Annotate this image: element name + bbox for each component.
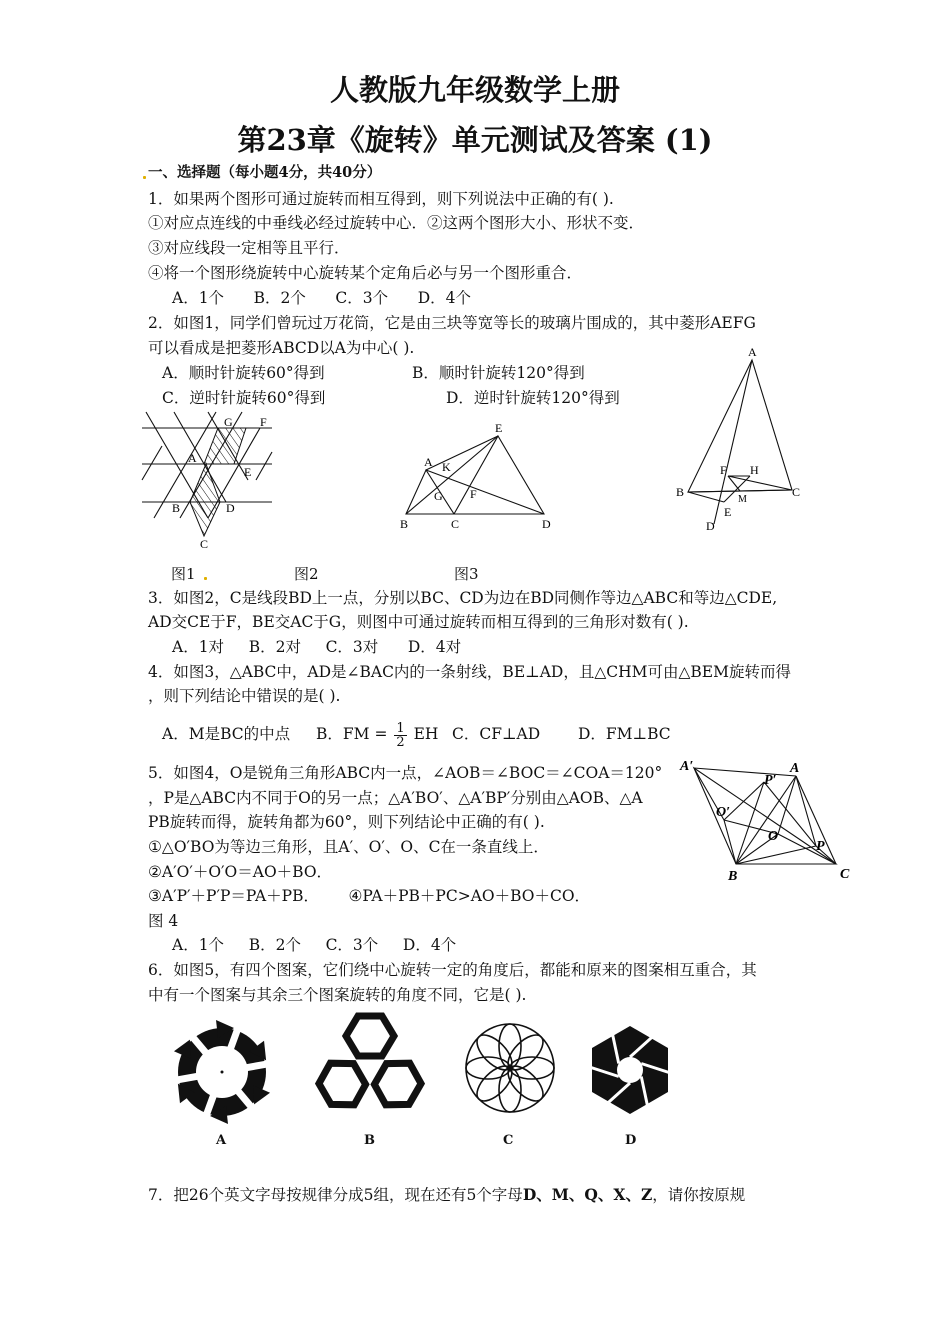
q3-stem-line2: AD交CE于F，BE交AC于G，则图中可通过旋转而相互得到的三角形对数有( ). [148, 613, 689, 631]
fraction-half [394, 722, 406, 749]
q4-option-b-suffix: EH [413, 725, 439, 743]
fig2-label-f: F [470, 487, 477, 501]
q1-statement-4: ④将一个图形绕旋转中心旋转某个定角后必与另一个图形重合． [148, 264, 583, 282]
figure-4-diagram [676, 752, 856, 884]
fig1-label-g: G [224, 415, 233, 429]
fig1-label-c: C [200, 537, 209, 551]
q4-option-b-prefix: B．FM = [316, 725, 388, 743]
fig4-label-c: C [840, 867, 850, 882]
pattern-a-arrows-figure [164, 1020, 280, 1124]
fig4-label-a-prime: A′ [680, 759, 694, 774]
q4-option-d: D．FM⊥BC [578, 725, 671, 743]
q3-stem-line1: 3．如图2，C是线段BD上一点，分别以BC、CD为边在BD同侧作等边△ABC和等边△CDE, [148, 589, 778, 607]
page-subtitle: 第23章《旋转》单元测试及答案 (1) [237, 123, 713, 157]
q1-stem: 1．如果两个图形可通过旋转而相互得到，则下列说法中正确的有( ). [148, 190, 614, 208]
fig1-label-a: A [188, 451, 197, 465]
q5-stem-line3: PB旋转而得，旋转角都为60°，则下列结论中正确的有( ). [148, 813, 545, 831]
fig2-label-k: K [442, 460, 451, 474]
pattern-d-aperture-figure [580, 1020, 680, 1120]
q4-stem-line1: 4．如图3，△ABC中，AD是∠BAC内的一条射线，BE⊥AD，且△CHM可由△BEM旋转而得 [148, 663, 791, 681]
fig1-label-b: B [172, 501, 181, 515]
q2-stem-line2: 可以看成是把菱形ABCD以A为中心( ). [148, 339, 415, 357]
fig2-label-c: C [451, 517, 460, 531]
figure-4-caption: 图 4 [148, 912, 179, 930]
fig3-label-m: M [738, 494, 747, 505]
fig4-label-o: O [768, 829, 779, 844]
figure-2-diagram [396, 418, 558, 534]
q2-stem-line1: 2．如图1，同学们曾玩过万花筒，它是由三块等宽等长的玻璃片围成的，其中菱形AEFG [148, 314, 756, 332]
figure-3-caption: 图3 [454, 565, 479, 583]
q7-stem-prefix: 7．把26个英文字母按规律分成5组，现在还有5个字母 [148, 1186, 523, 1204]
figure-1-caption: 图1 [171, 565, 196, 583]
fig1-label-f: F [260, 415, 267, 429]
figure-1-diagram [138, 408, 276, 553]
q4-stem-line2: ，则下列结论中错误的是( ). [148, 687, 341, 705]
q3-options: A．1对 B．2对 C．3对 D．4对 [172, 638, 462, 656]
fig1-label-e: E [244, 465, 252, 479]
fig3-label-e: E [724, 505, 732, 519]
fig2-label-g: G [434, 489, 443, 503]
section-heading: 一、选择题（每小题4分，共40分） [148, 164, 382, 181]
fig4-label-p-prime: P′ [764, 773, 777, 788]
fig4-label-b: B [728, 869, 738, 884]
q5-statement-2: ②A′O′＋O′O＝AO＋BO． [148, 863, 333, 881]
q1-statement-3: ③对应线段一定相等且平行． [148, 239, 350, 257]
fig2-label-a: A [424, 455, 433, 469]
q4-option-c: C．CF⊥AD [452, 725, 541, 743]
q6-stem-line2: 中有一个图案与其余三个图案旋转的角度不同，它是( ). [148, 986, 527, 1004]
q2-option-d: D．逆时针旋转120°得到 [446, 389, 620, 407]
fig2-label-b: B [400, 517, 409, 531]
fig3-label-b: B [676, 485, 685, 499]
fig3-label-d: D [706, 519, 715, 533]
page-title: 人教版九年级数学上册 [329, 73, 620, 107]
q7-stem [148, 1185, 745, 1205]
fig1-label-d: D [226, 501, 235, 515]
q5-statement-1: ①△O′BO为等边三角形，且A′、O′、O、C在一条直线上． [148, 838, 549, 856]
fraction-numerator: 1 [396, 720, 405, 736]
q6-stem-line1: 6．如图5，有四个图案，它们绕中心旋转一定的角度后，都能和原来的图案相互重合，其 [148, 961, 757, 979]
figure-2-caption: 图2 [294, 565, 319, 583]
fig4-label-o-prime: O′ [716, 805, 731, 820]
fig4-label-p: P [816, 839, 825, 854]
q1-options: A．1个 B．2个 C．3个 D．4个 [172, 289, 472, 307]
q5-stem-line1: 5．如图4，O是锐角三角形ABC内一点，∠AOB＝∠BOC＝∠COA＝120° [148, 764, 663, 782]
pattern-c-flower-figure [460, 1018, 560, 1118]
pattern-b-label: B [364, 1133, 375, 1148]
fig2-label-d: D [542, 517, 551, 531]
q1-statement-1: ①对应点连线的中垂线必经过旋转中心．②这两个图形大小、形状不变． [148, 214, 645, 232]
q2-option-c: C．逆时针旋转60°得到 [162, 389, 326, 407]
mark-dot [204, 577, 207, 580]
q2-option-a: A．顺时针旋转60°得到 [162, 364, 325, 382]
q7-stem-suffix: ，请你按原规 [652, 1186, 746, 1204]
q5-statement-3-4: ③A′P′＋P′P＝PA＋PB． ④PA＋PB＋PC>AO＋BO＋CO． [148, 887, 591, 905]
fig2-label-e: E [495, 421, 503, 435]
q5-options: A．1个 B．2个 C．3个 D．4个 [172, 936, 457, 954]
fraction-denominator: 2 [396, 734, 405, 750]
pattern-c-label: C [503, 1133, 514, 1148]
fig4-label-a: A [790, 761, 800, 776]
q4-option-a: A．M是BC的中点 [162, 725, 291, 743]
pattern-b-hexagon-figure [308, 1010, 432, 1126]
figure-3-diagram [672, 344, 808, 536]
q7-letters: D、M、Q、X、Z [522, 1185, 653, 1204]
fig3-label-a: A [748, 345, 757, 359]
mark-dot [143, 176, 146, 179]
fig3-label-c: C [792, 485, 801, 499]
fig3-label-f: F [720, 463, 727, 477]
q5-stem-line2: ，P是△ABC内不同于O的另一点；△A′BO′、△A′BP′分别由△AOB、△A [148, 789, 643, 807]
q4-option-b [316, 714, 438, 754]
pattern-a-label: A [216, 1133, 227, 1148]
q2-option-b: B．顺时针旋转120°得到 [412, 364, 585, 382]
fig3-label-h: H [750, 463, 759, 477]
pattern-d-label: D [625, 1133, 637, 1148]
